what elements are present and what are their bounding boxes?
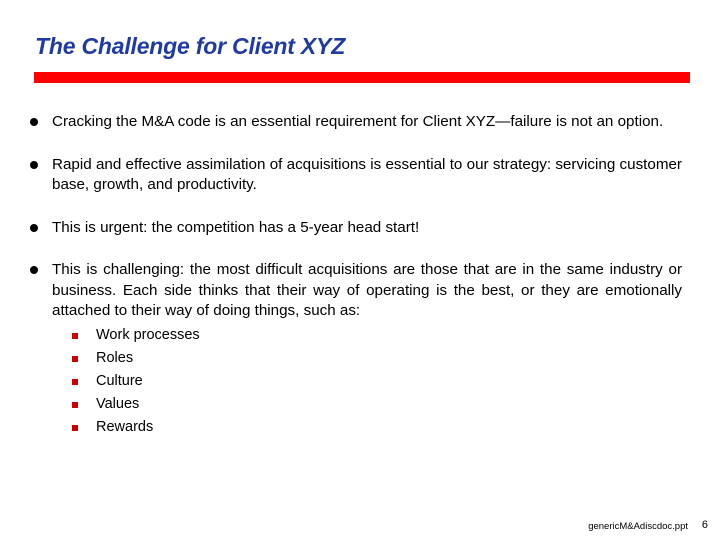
sub-bullet-item — [72, 347, 682, 370]
sub-bullet-text: Work processes — [96, 326, 200, 343]
square-bullet-icon — [72, 356, 78, 362]
sub-bullet-text: Culture — [96, 372, 143, 389]
sub-bullet-text: Rewards — [96, 418, 154, 435]
bullet-text: This is urgent: the competition has a 5-year head start! — [52, 218, 420, 236]
page-number: 6 — [701, 519, 708, 531]
bullet-item — [30, 155, 682, 196]
slide-title: The Challenge for Client XYZ — [35, 33, 346, 59]
square-bullet-icon — [72, 379, 78, 385]
round-bullet-icon — [30, 266, 38, 274]
sub-bullet-item — [72, 370, 682, 393]
bullet-item — [30, 260, 682, 439]
square-bullet-icon — [72, 333, 78, 339]
bullet-item — [30, 218, 682, 239]
sub-bullet-text: Values — [96, 395, 140, 412]
bullet-text: Cracking the M&A code is an essential requirement for Client XYZ—failure is not an option. — [52, 113, 664, 130]
round-bullet-icon — [30, 161, 38, 169]
bullet-text: This is challenging: the most difficult acquisitions are those that are in the same industry or business. Each side thinks that their way of operating is the best, or they are emotionally attached to their way of doing things, such as: — [52, 261, 682, 319]
sub-bullet-item — [72, 324, 682, 347]
round-bullet-icon — [30, 118, 38, 126]
sub-bullet-item — [72, 416, 682, 439]
footer-filename: genericM&Adiscdoc.ppt — [588, 521, 688, 532]
bullet-list — [30, 112, 682, 439]
round-bullet-icon — [30, 224, 38, 232]
square-bullet-icon — [72, 402, 78, 408]
bullet-text: Rapid and effective assimilation of acquisitions is essential to our strategy: servicing customer base, growth, and productivity. — [52, 155, 682, 193]
bullet-item — [30, 112, 682, 133]
title-underline-bar — [34, 72, 690, 83]
sub-bullet-text: Roles — [96, 349, 134, 366]
sub-bullet-item — [72, 393, 682, 416]
square-bullet-icon — [72, 425, 78, 431]
sub-bullet-list — [72, 324, 682, 439]
